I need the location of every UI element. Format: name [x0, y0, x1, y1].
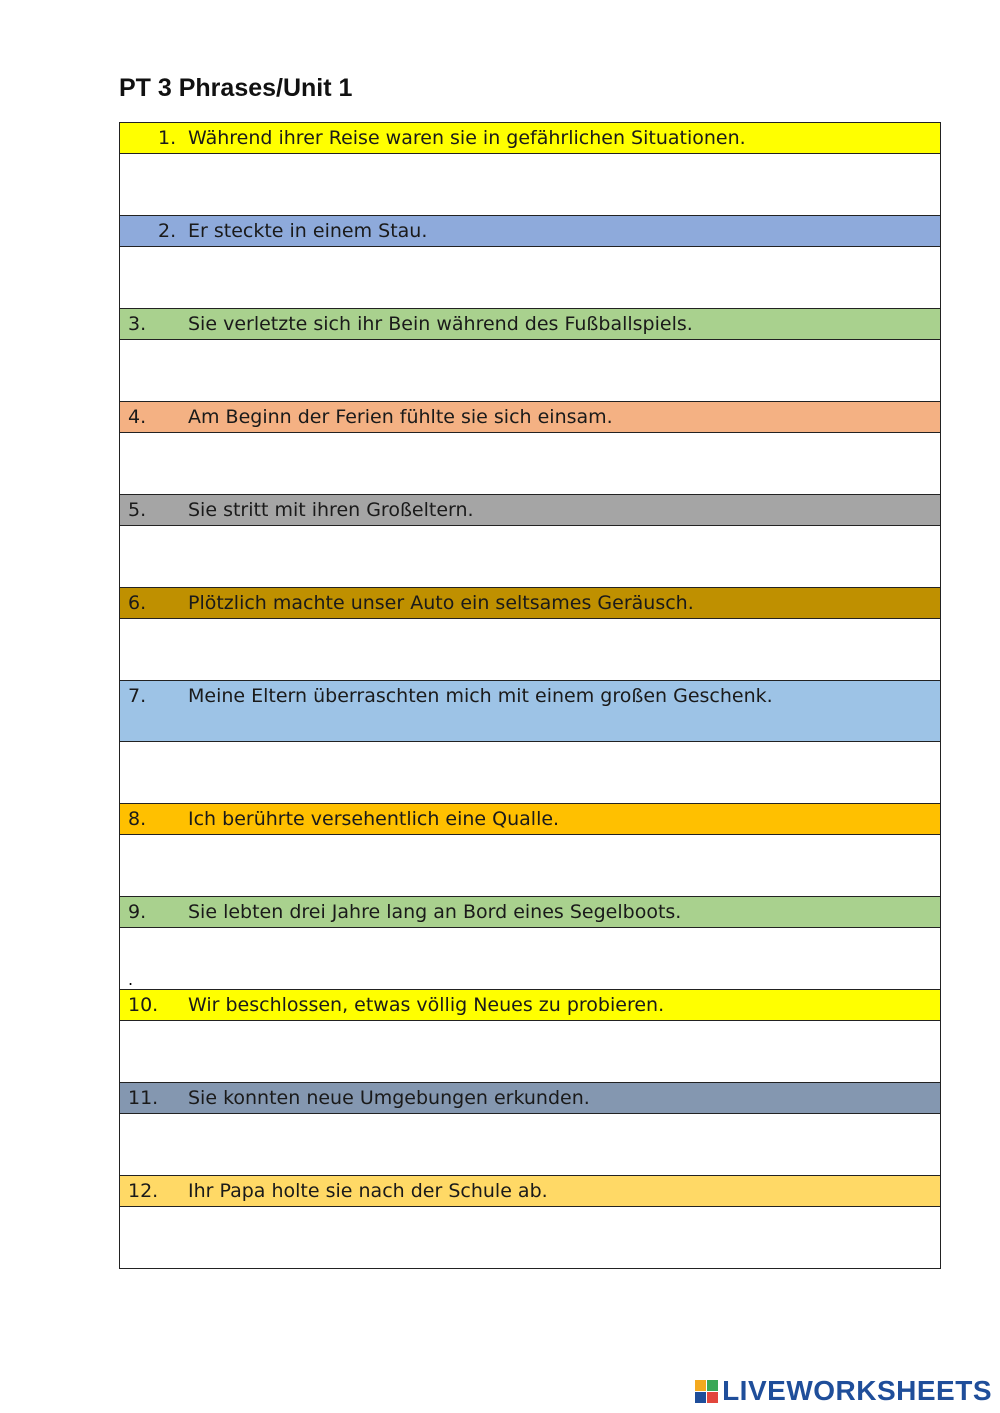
question-cell	[120, 309, 941, 340]
question-sentence: Wir beschlossen, etwas völlig Neues zu probieren.	[188, 994, 665, 1016]
question-row	[120, 216, 941, 247]
question-row	[120, 897, 941, 928]
logo-square	[707, 1380, 718, 1391]
answer-row	[120, 1021, 941, 1083]
question-number: 8.	[128, 808, 147, 830]
answer-row	[120, 1114, 941, 1176]
question-row	[120, 804, 941, 835]
question-cell	[120, 681, 941, 742]
question-number: 11.	[128, 1087, 159, 1109]
question-cell	[120, 123, 941, 154]
question-sentence: Er steckte in einem Stau.	[188, 220, 428, 242]
page-title: PT 3 Phrases/Unit 1	[119, 74, 353, 102]
question-row	[120, 309, 941, 340]
question-cell	[120, 495, 941, 526]
logo-icon	[695, 1380, 718, 1403]
question-row	[120, 123, 941, 154]
question-number: 12.	[128, 1180, 159, 1202]
answer-field[interactable]	[120, 247, 941, 309]
question-row	[120, 1083, 941, 1114]
question-sentence: Ich berührte versehentlich eine Qualle.	[188, 808, 560, 830]
answer-row	[120, 835, 941, 897]
answer-field[interactable]	[120, 1021, 941, 1083]
answer-field[interactable]	[120, 433, 941, 495]
question-cell	[120, 990, 941, 1021]
question-number: 7.	[128, 685, 147, 707]
question-number: 3.	[128, 313, 147, 335]
question-cell	[120, 804, 941, 835]
question-sentence: Ihr Papa holte sie nach der Schule ab.	[188, 1180, 548, 1202]
question-number: 6.	[128, 592, 147, 614]
question-row	[120, 681, 941, 742]
question-sentence: Meine Eltern überraschten mich mit einem großen Geschenk.	[188, 685, 773, 707]
question-cell	[120, 1083, 941, 1114]
question-cell	[120, 588, 941, 619]
question-sentence: Am Beginn der Ferien fühlte sie sich einsam.	[188, 406, 613, 428]
question-cell	[120, 216, 941, 247]
question-cell	[120, 897, 941, 928]
question-number: 9.	[128, 901, 147, 923]
question-row	[120, 990, 941, 1021]
answer-field[interactable]	[120, 928, 941, 990]
question-sentence: Während ihrer Reise waren sie in gefährlichen Situationen.	[188, 127, 746, 149]
logo-square	[695, 1380, 706, 1391]
question-sentence: Sie stritt mit ihren Großeltern.	[188, 499, 474, 521]
question-row	[120, 588, 941, 619]
answer-row	[120, 154, 941, 216]
liveworksheets-logo	[695, 1375, 992, 1407]
answer-field[interactable]	[120, 1207, 941, 1269]
answer-field[interactable]	[120, 619, 941, 681]
answer-field[interactable]	[120, 1114, 941, 1176]
answer-field[interactable]	[120, 154, 941, 216]
answer-row	[120, 928, 941, 990]
question-sentence: Sie lebten drei Jahre lang an Bord eines Segelboots.	[188, 901, 682, 923]
question-sentence: Plötzlich machte unser Auto ein seltsames Geräusch.	[188, 592, 694, 614]
phrases-table	[119, 122, 941, 1269]
answer-row	[120, 340, 941, 402]
question-number: 10.	[128, 994, 159, 1016]
logo-square	[707, 1392, 718, 1403]
question-cell	[120, 402, 941, 433]
question-number: 2.	[158, 220, 177, 242]
question-number: 1.	[158, 127, 177, 149]
question-row	[120, 495, 941, 526]
answer-field[interactable]	[120, 340, 941, 402]
answer-row	[120, 619, 941, 681]
answer-row	[120, 526, 941, 588]
answer-field[interactable]	[120, 835, 941, 897]
logo-text: LIVEWORKSHEETS	[722, 1375, 992, 1406]
question-sentence: Sie verletzte sich ihr Bein während des Fußballspiels.	[188, 313, 693, 335]
question-number: 4.	[128, 406, 147, 428]
answer-row	[120, 1207, 941, 1269]
question-number: 5.	[128, 499, 147, 521]
answer-field[interactable]	[120, 526, 941, 588]
answer-text: .	[128, 970, 134, 989]
logo-square	[695, 1392, 706, 1403]
answer-row	[120, 433, 941, 495]
question-sentence: Sie konnten neue Umgebungen erkunden.	[188, 1087, 590, 1109]
answer-field[interactable]	[120, 742, 941, 804]
question-row	[120, 1176, 941, 1207]
question-cell	[120, 1176, 941, 1207]
answer-row	[120, 247, 941, 309]
question-row	[120, 402, 941, 433]
answer-row	[120, 742, 941, 804]
